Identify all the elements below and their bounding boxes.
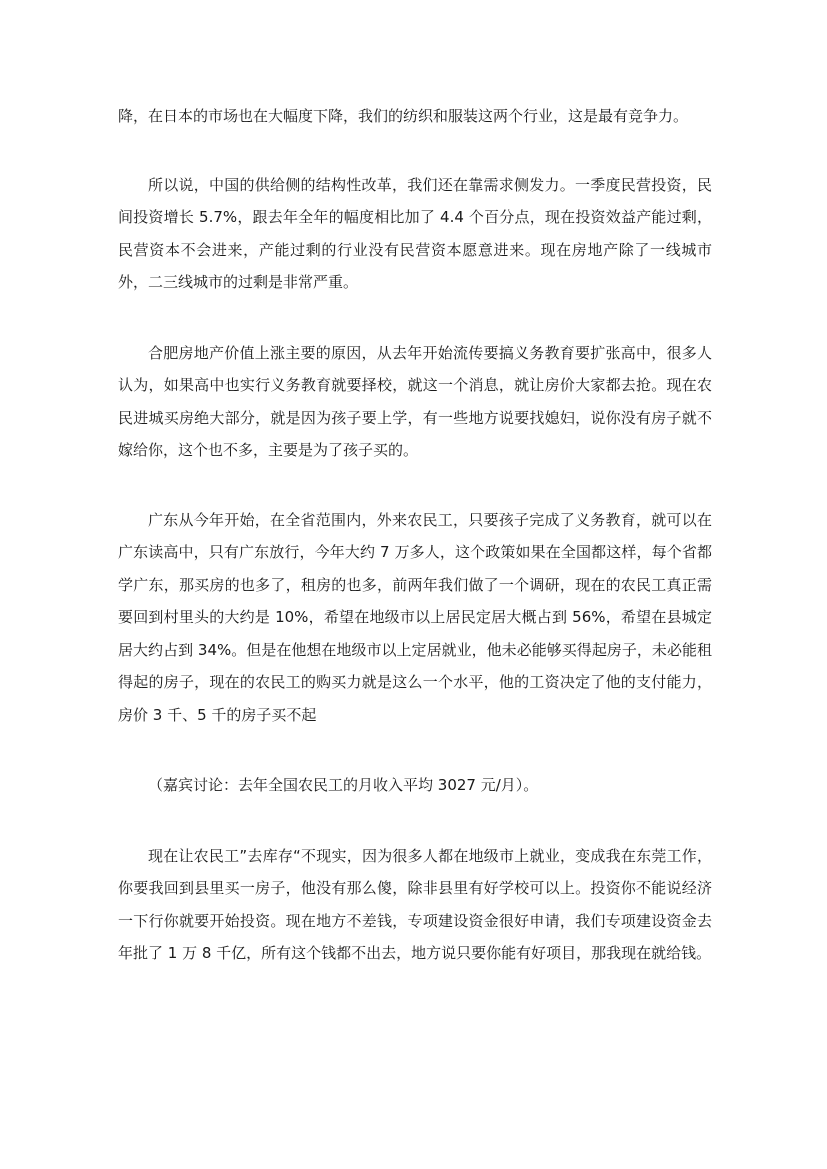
paragraph-2: 所以说，中国的供给侧的结构性改革，我们还在靠需求侧发力。一季度民营投资，民间投资增长 5.7%，跟去年全年的幅度相比加了 4.4 个百分点，现在投资效益产能过剩，民营资本不会进来，产能过剩的行业没有民营资本愿意进来。现在房地产除了一线城市外，二三线城市的过剩是非常严重。 xyxy=(118,175,712,291)
paragraph-5: （嘉宾讨论：去年全国农民工的月收入平均 3027 元/月）。 xyxy=(148,776,539,794)
paragraph-4: 广东从今年开始，在全省范围内，外来农民工，只要孩子完成了义务教育，就可以在广东读高中，只有广东放行，今年大约 7 万多人，这个政策如果在全国都这样，每个省都学广东，那买房的也多了，租房的也多，前两年我们做了一个调研，现在的农民工真正需要回到村里头的大约是 10%，希望在地级市以上居民定居大概占到 56%，希望在县城定居大约占到 34%。但是在他想在地级市以上定居就业，他未必能够买得起房子，未必能租得起的房子，现在的农民工的购买力就是这么一个水平，他的工资决定了他的支付能力，房价 3 千、5 千的房子买不起 xyxy=(118,510,712,724)
document-page xyxy=(118,100,712,970)
paragraph-1: 降，在日本的市场也在大幅度下降，我们的纺织和服装这两个行业，这是最有竞争力。 xyxy=(118,107,689,125)
paragraph-6: 现在让农民工”去库存“不现实，因为很多人都在地级市上就业，变成我在东莞工作，你要我回到县里买一房子，他没有那么傻，除非县里有好学校可以上。投资你不能说经济一下行你就要开始投资。现在地方不差钱，专项建设资金很好申请，我们专项建设资金去年批了 1 万 8 千亿，所有这个钱都不出去，地方说只要你能有好项目，那我现在就给钱。 xyxy=(118,846,712,962)
paragraph-3: 合肥房地产价值上涨主要的原因，从去年开始流传要搞义务教育要扩张高中，很多人认为，如果高中也实行义务教育就要择校，就这一个消息，就让房价大家都去抢。现在农民进城买房绝大部分，就是因为孩子要上学，有一些地方说要找媳妇，说你没有房子就不嫁给你，这个也不多，主要是为了孩子买的。 xyxy=(118,343,712,459)
